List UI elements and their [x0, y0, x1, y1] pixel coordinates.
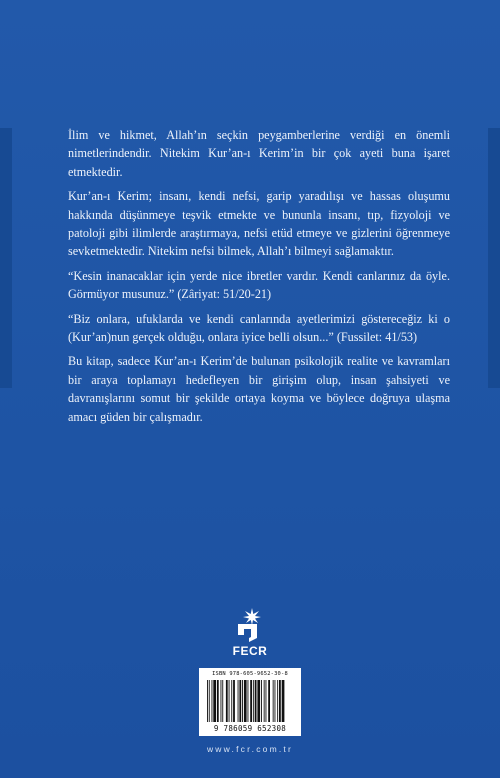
barcode-bar	[221, 680, 222, 722]
paragraph-3: “Kesin inanacaklar için yerde nice ibretler vardır. Kendi canlarınız da öyle. Görmüyor musunuz.” (Zâriyat: 51/20-21)	[68, 268, 450, 302]
publisher-website: www.fcr.com.tr	[206, 744, 294, 754]
barcode-bar	[268, 680, 270, 722]
barcode-bar	[222, 680, 223, 722]
right-edge-band	[488, 128, 500, 388]
barcode-bar	[209, 680, 210, 722]
barcode-bar	[250, 680, 252, 722]
barcode-bars	[207, 680, 295, 722]
barcode-bar	[257, 680, 260, 722]
left-edge-band	[0, 128, 12, 388]
barcode-bar	[242, 680, 243, 722]
barcode-bar	[229, 680, 230, 722]
barcode-bar	[233, 680, 235, 722]
barcode-bar	[282, 680, 285, 722]
barcode-bar	[207, 680, 208, 722]
barcode-bar	[277, 680, 278, 722]
barcode-digits: 9 786059 652308	[213, 724, 287, 733]
barcode-bar	[279, 680, 281, 722]
barcode-bar	[273, 680, 274, 722]
publisher-name: FECR	[232, 644, 268, 658]
barcode-bar	[275, 680, 276, 722]
barcode-bar	[217, 680, 219, 722]
isbn-label: ISBN 978-605-9652-30-8	[212, 671, 288, 677]
barcode-bar	[213, 680, 216, 722]
barcode-bar	[253, 680, 254, 722]
barcode-bar	[264, 680, 265, 722]
barcode-bar	[239, 680, 241, 722]
barcode-bar	[212, 680, 213, 722]
paragraph-4: “Biz onlara, ufuklarda ve kendi canlarında ayetlerimizi göstereceğiz ki o (Kur’an)nun gerçek olduğu, onlara iyice belli olsun...” (Fussilet: 41/53)	[68, 311, 450, 345]
paragraph-2: Kur’an-ı Kerim; insanı, kendi nefsi, garip yaradılışı ve hassas oluşumu hakkında düşünmeye teşvik etmekte ve bununla insanı, tıp, fizyoloji ve patoloji gibi ilimlerde araştırmaya, nefsi etüd etmeye ve gizlerini öğrenmeye sevketmektedir. Nitekim nefsi bilmek, Allah’ı bilmeyi sağlamaktır.	[68, 189, 450, 259]
barcode-bar	[238, 680, 239, 722]
barcode-bar	[244, 680, 247, 722]
fecr-logo-icon	[235, 608, 265, 642]
barcode-bar	[231, 680, 232, 722]
barcode-bar	[261, 680, 262, 722]
barcode-bar	[248, 680, 249, 722]
paragraph-5: Bu kitap, sadece Kur’an-ı Kerim’de bulunan psikolojik realite ve kavramları bir araya toplamayı hedefleyen bir girişim olup, insan şahsiyeti ve davranışlarını somut bir şekilde ortaya koyma ve böylece doğruya ulaşma amacı güden bir çalışmadır.	[68, 354, 450, 424]
barcode-bar	[226, 680, 228, 722]
paragraph-1: İlim ve hikmet, Allah’ın seçkin peygamberlerine verdiği en önemli nimetlerindendir. Nitekim Kur’an-ı Kerim’in bir çok ayeti buna işaret etmektedir.	[68, 128, 450, 179]
barcode-bar	[266, 680, 267, 722]
publisher-logo	[220, 608, 280, 664]
barcode	[199, 668, 301, 736]
blurb-text	[68, 126, 450, 432]
barcode-bar	[255, 680, 257, 722]
